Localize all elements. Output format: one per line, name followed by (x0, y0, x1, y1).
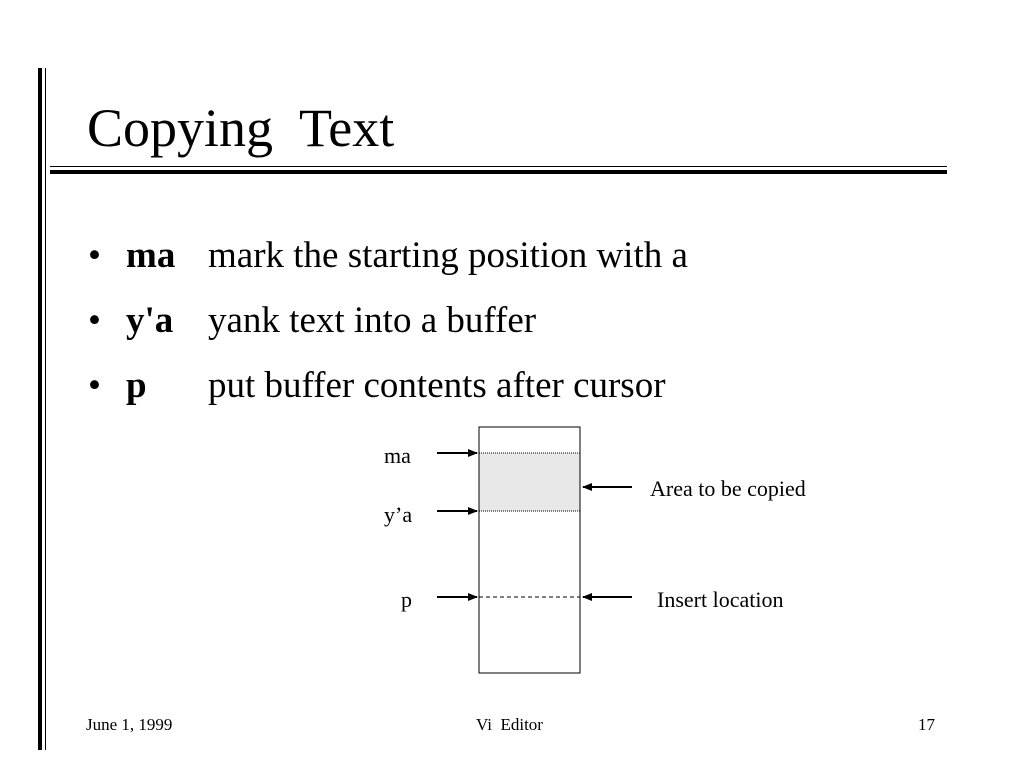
bullet-dot-icon: • (88, 235, 101, 276)
footer-page-number: 17 (918, 715, 935, 734)
bullet-dot-icon: • (88, 300, 101, 341)
bullet-command: p (126, 365, 147, 406)
ya-label: y’a (384, 502, 413, 527)
bullet-command: y'a (126, 300, 174, 341)
bullet-command: ma (126, 235, 176, 276)
copy-area-highlight (480, 453, 580, 511)
ma-label: ma (384, 443, 411, 468)
footer-date: June 1, 1999 (86, 715, 173, 734)
bullet-dot-icon: • (88, 365, 101, 406)
area-label: Area to be copied (650, 476, 806, 501)
slide-title: Copying Text (87, 98, 395, 158)
bullet-description: mark the starting position with a (208, 235, 688, 276)
bullet-description: put buffer contents after cursor (208, 365, 666, 406)
footer-center-title: Vi Editor (476, 715, 543, 734)
p-label: p (401, 587, 412, 612)
bullet-description: yank text into a buffer (208, 300, 537, 341)
insert-label: Insert location (657, 587, 784, 612)
